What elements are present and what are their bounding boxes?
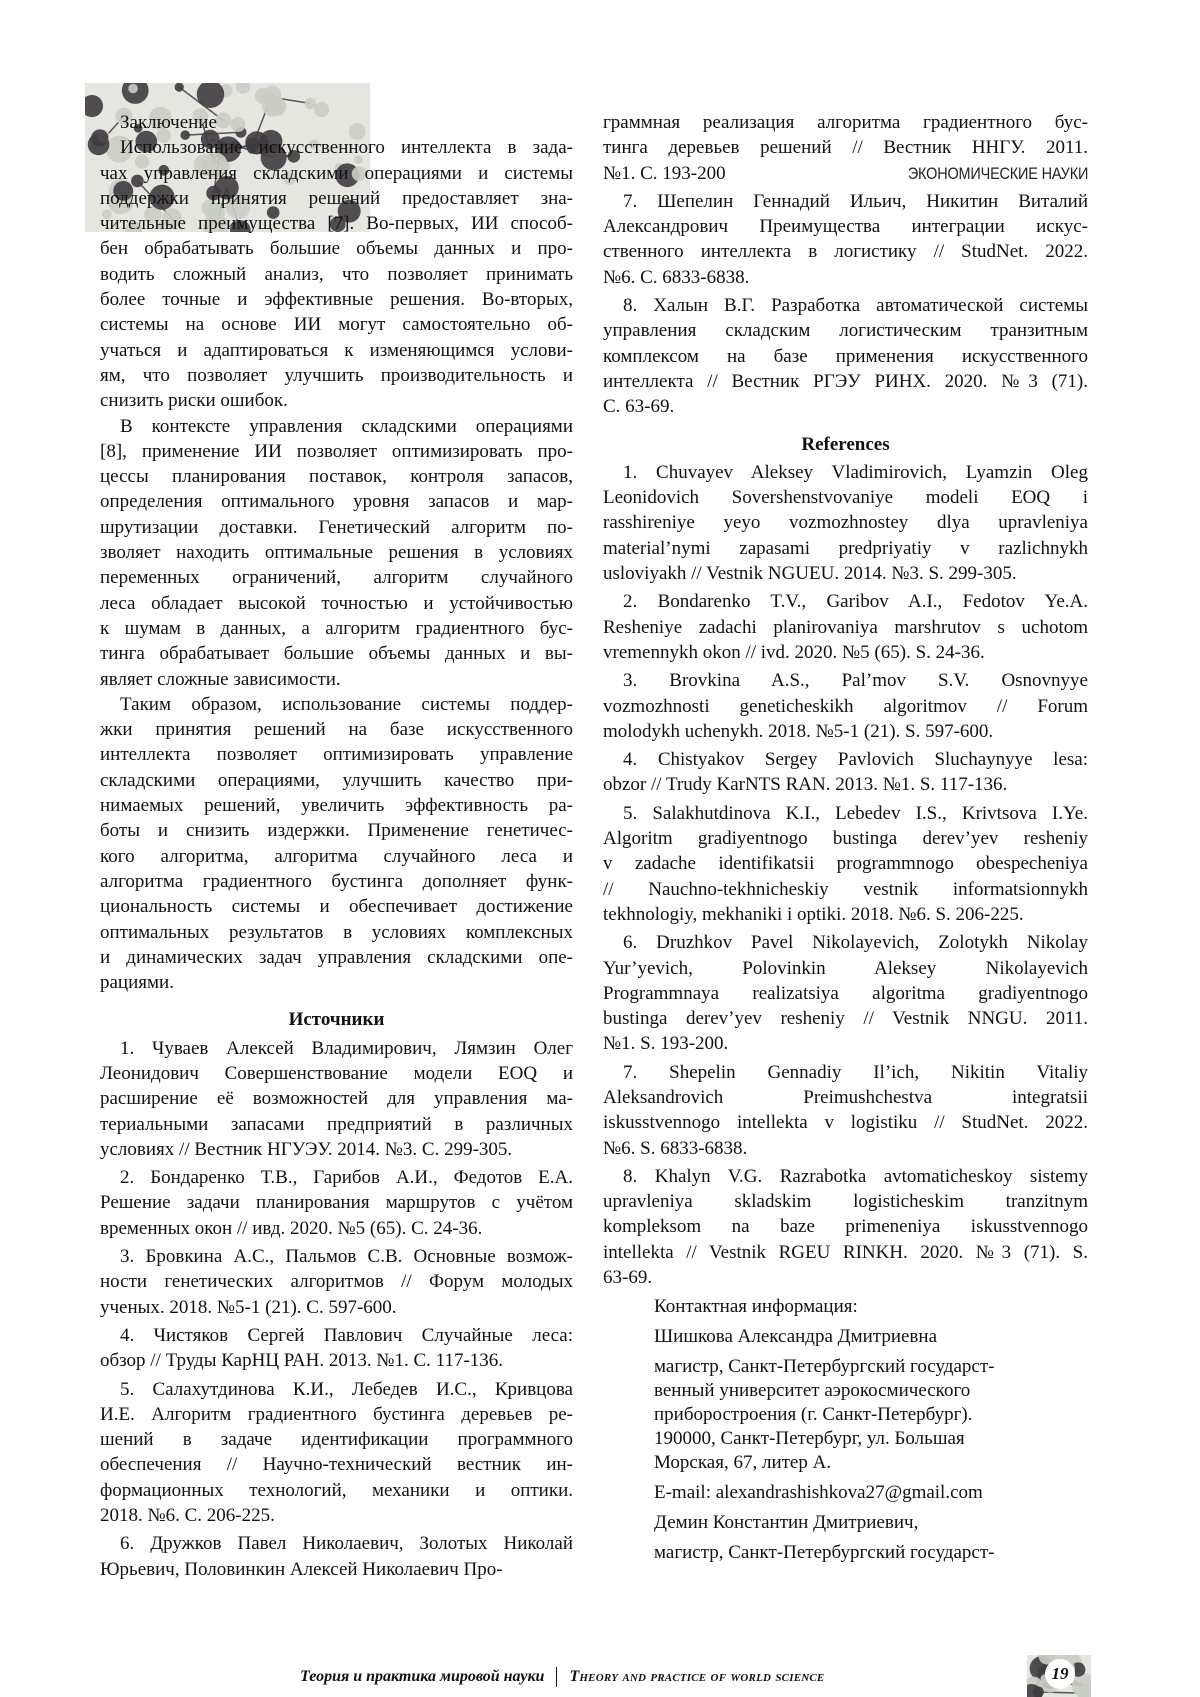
text-line: рациями. [100, 970, 573, 995]
section-title: ЭКОНОМИЧЕСКИЕ НАУКИ [908, 164, 1088, 184]
reference-item [603, 801, 1088, 927]
text-line: 1. Chuvayev Aleksey Vladimirovich, Lyamzin Oleg [603, 460, 1088, 485]
text-line: Александрович Преимущества интеграции искус- [603, 214, 1088, 239]
text-line: интеллекта позволяет оптимизировать управление [100, 742, 573, 767]
text-line: териальными запасами предприятий в различных [100, 1112, 573, 1137]
source-item [100, 1531, 573, 1582]
text-line: к шумам в данных, а алгоритм градиентного бус- [100, 616, 573, 641]
paragraph [100, 692, 573, 996]
text-line: формационных технологий, механики и оптики. [100, 1478, 573, 1503]
text-line: чительные преимущества [7]. Во-первых, ИИ способ- [100, 211, 573, 236]
text-line: 5. Салахутдинова К.И., Лебедев И.С., Кривцова [100, 1377, 573, 1402]
text-line: определения оптимального уровня запасов и мар- [100, 489, 573, 514]
text-line: iskusstvennogo intellekta v logistiku // StudNet. 2022. [603, 1110, 1088, 1135]
text-line: 6. Дружков Павел Николаевич, Золотых Николай [100, 1531, 573, 1556]
conclusion-heading: Заключение [100, 110, 573, 135]
text-line: obzor // Trudy KarNTS RAN. 2013. №1. S. 117-136. [603, 772, 1088, 797]
source-item [603, 189, 1088, 290]
sources-list-continued [603, 110, 1088, 420]
journal-title-ru: Теория и практика мировой науки [300, 1668, 544, 1686]
reference-item [603, 1060, 1088, 1161]
author1-affiliation [654, 1355, 1094, 1475]
text-line: Юрьевич, Половинкин Алексей Николаевич Про- [100, 1557, 573, 1582]
reference-item [603, 747, 1088, 798]
references-heading: References [603, 432, 1088, 457]
reference-item [603, 668, 1088, 744]
author2-affiliation [654, 1541, 1094, 1565]
text-line: Леонидович Совершенствование модели EOQ и [100, 1061, 573, 1086]
text-line: учаться и адаптироваться к изменяющимся услови- [100, 338, 573, 363]
text-line: временных окон // ивд. 2020. №5 (65). С. 24-36. [100, 1216, 573, 1241]
text-line: ности генетических алгоритмов // Форум молодых [100, 1269, 573, 1294]
text-line: Решение задачи планирования маршрутов с учётом [100, 1190, 573, 1215]
journal-title-en: Theory and practice of world science [569, 1668, 824, 1686]
text-line: 1. Чуваев Алексей Владимирович, Лямзин Олег [100, 1036, 573, 1061]
text-line: №6. S. 6833-6838. [603, 1136, 1088, 1161]
references-list [603, 460, 1088, 1291]
text-line: тинга обрабатывает большие объемы данных и вы- [100, 641, 573, 666]
text-line: rasshireniye yeyo vozmozhnostey dlya upravleniya [603, 510, 1088, 535]
text-line: ученых. 2018. №5-1 (21). С. 597-600. [100, 1295, 573, 1320]
text-line: 3. Бровкина А.С., Пальмов С.В. Основные возмож- [100, 1244, 573, 1269]
reference-item [603, 460, 1088, 586]
reference-item [603, 930, 1088, 1056]
source-item [100, 1377, 573, 1529]
text-line: molodykh uchenykh. 2018. №5-1 (21). S. 597-600. [603, 719, 1088, 744]
text-line: [8], применение ИИ позволяет оптимизировать про- [100, 439, 573, 464]
text-line: расширение её возможностей для управления ма- [100, 1086, 573, 1111]
text-line: шений в задаче идентификации программного [100, 1427, 573, 1452]
text-line: v zadache identifikatsii programmnogo obespecheniya [603, 851, 1088, 876]
text-line: bustinga derev’yev resheniy // Vestnik NNGU. 2011. [603, 1006, 1088, 1031]
text-line: условиях // Вестник НГУЭУ. 2014. №3. С. 299-305. [100, 1137, 573, 1162]
page-number: 19 [1045, 1659, 1075, 1689]
text-line: 3. Brovkina A.S., Pal’mov S.V. Osnovnyye [603, 668, 1088, 693]
reference-item [603, 589, 1088, 665]
text-line: Algoritm gradiyentnogo bustinga derev’yev resheniy [603, 826, 1088, 851]
text-line: кого алгоритма, алгоритма случайного леса и [100, 844, 573, 869]
text-line: циональность системы и обеспечивает достижение [100, 894, 573, 919]
text-line: являет сложные зависимости. [100, 667, 573, 692]
reference-item [603, 1164, 1088, 1290]
text-line: более точные и эффективные решения. Во-вторых, [100, 287, 573, 312]
text-line: и динамических задач управления складскими опе- [100, 945, 573, 970]
text-line: 4. Чистяков Сергей Павлович Случайные леса: [100, 1323, 573, 1348]
text-line: material’nymi zapasami predpriyatiy v razlichnykh [603, 536, 1088, 561]
text-line: 2. Bondarenko T.V., Garibov A.I., Fedotov Ye.A. [603, 589, 1088, 614]
text-line: ственного интеллекта в логистику // StudNet. 2022. [603, 239, 1088, 264]
text-line: тинга деревьев решений // Вестник ННГУ. 2011. [603, 135, 1088, 160]
text-line: intellekta // Vestnik RGEU RINKH. 2020. №3 (71). S. [603, 1240, 1088, 1265]
text-line: комплексом на базе применения искусственного [603, 344, 1088, 369]
text-line: №1. С. 193-200 [603, 161, 1088, 186]
text-line: tekhnologiy, mekhaniki i optiki. 2018. №6. S. 206-225. [603, 902, 1088, 927]
source-item [100, 1244, 573, 1320]
text-line: 4. Chistyakov Sergey Pavlovich Sluchaynyye lesa: [603, 747, 1088, 772]
text-line: складскими операциями, улучшить качество при- [100, 768, 573, 793]
text-line: нимаемых решений, увеличить эффективность ра- [100, 793, 573, 818]
contact-label: Контактная информация: [654, 1295, 1094, 1319]
text-line: 2. Бондаренко Т.В., Гарибов А.И., Федотов Е.А. [100, 1165, 573, 1190]
text-line: граммная реализация алгоритма градиентного бус- [603, 110, 1088, 135]
text-line: kompleksom na baze primeneniya iskusstvennogo [603, 1214, 1088, 1239]
sources-list [100, 1036, 573, 1582]
text-line: 7. Шепелин Геннадий Ильич, Никитин Виталий [603, 189, 1088, 214]
text-line: водить сложный анализ, что позволяет принимать [100, 262, 573, 287]
source-item [603, 293, 1088, 419]
text-line: 8. Халын В.Г. Разработка автоматической системы [603, 293, 1088, 318]
text-line: управления складским логистическим транзитным [603, 318, 1088, 343]
text-line: леса обладает высокой точностью и устойчивостью [100, 591, 573, 616]
text-line: №6. С. 6833-6838. [603, 265, 1088, 290]
text-line: upravleniya skladskim logisticheskim tranzitnym [603, 1189, 1088, 1214]
text-line: бен обрабатывать большие объемы данных и про- [100, 236, 573, 261]
sources-heading: Источники [100, 1007, 573, 1032]
conclusion-body [100, 135, 573, 995]
paragraph [100, 414, 573, 692]
text-line: // Nauchno-tekhnicheskiy vestnik informatsionnykh [603, 877, 1088, 902]
text-line: В контексте управления складскими операциями [100, 414, 573, 439]
text-line: 2018. №6. С. 206-225. [100, 1503, 573, 1528]
text-line: жки принятия решений на базе искусственного [100, 717, 573, 742]
text-line: переменных ограничений, алгоритм случайного [100, 565, 573, 590]
text-line: 190000, Санкт-Петербург, ул. Большая [654, 1427, 1094, 1451]
footer-divider [556, 1667, 557, 1687]
text-line: Aleksandrovich Preimushchestva integratsii [603, 1085, 1088, 1110]
text-line: vozmozhnosti geneticheskikh algoritmov // Forum [603, 694, 1088, 719]
source-item [100, 1036, 573, 1162]
text-line: интеллекта // Вестник РГЭУ РИНХ. 2020. №3 (71). [603, 369, 1088, 394]
text-line: шрутизации доставки. Генетический алгоритм по- [100, 515, 573, 540]
text-line: снизить риски ошибок. [100, 388, 573, 413]
text-line: алгоритма градиентного бустинга дополняет функ- [100, 869, 573, 894]
text-line: магистр, Санкт-Петербургский государст- [654, 1541, 1094, 1565]
right-column [603, 110, 1088, 1293]
text-line: Yur’yevich, Polovinkin Aleksey Nikolayevich [603, 956, 1088, 981]
paragraph [100, 135, 573, 413]
text-line: usloviyakh // Vestnik NGUEU. 2014. №3. S. 299-305. [603, 561, 1088, 586]
text-line: обзор // Труды КарНЦ РАН. 2013. №1. С. 117-136. [100, 1348, 573, 1373]
text-line: №1. S. 193-200. [603, 1031, 1088, 1056]
text-line: ям, что позволяет улучшить производительность и [100, 363, 573, 388]
text-line: оптимальных результатов в условиях комплексных [100, 920, 573, 945]
source-item [603, 110, 1088, 186]
text-line: vremennykh okon // ivd. 2020. №5 (65). S. 24-36. [603, 640, 1088, 665]
text-line: Programmnaya realizatsiya algoritma gradiyentnogo [603, 981, 1088, 1006]
text-line: 5. Salakhutdinova K.I., Lebedev I.S., Krivtsova I.Ye. [603, 801, 1088, 826]
text-line: цессы планирования поставок, контроля запасов, [100, 464, 573, 489]
footer [300, 1667, 930, 1687]
text-line: 7. Shepelin Gennadiy Il’ich, Nikitin Vitaliy [603, 1060, 1088, 1085]
text-line: обеспечения // Научно-технический вестник ин- [100, 1452, 573, 1477]
text-line: Морская, 67, литер А. [654, 1451, 1094, 1475]
text-line: С. 63-69. [603, 394, 1088, 419]
text-line: И.Е. Алгоритм градиентного бустинга деревьев ре- [100, 1402, 573, 1427]
page-number-badge [1027, 1655, 1091, 1697]
text-line: 8. Khalyn V.G. Razrabotka avtomaticheskoy sistemy [603, 1164, 1088, 1189]
source-item [100, 1165, 573, 1241]
text-line: венный университет аэрокосмического [654, 1379, 1094, 1403]
text-line: поддержки принятия решений предоставляет зна- [100, 186, 573, 211]
text-line: Таким образом, использование системы поддер- [100, 692, 573, 717]
text-line: магистр, Санкт-Петербургский государст- [654, 1355, 1094, 1379]
text-line: 63-69. [603, 1265, 1088, 1290]
contact-info [654, 1295, 1094, 1571]
text-line: Resheniye zadachi planirovaniya marshrutov s uchotom [603, 615, 1088, 640]
text-line: Leonidovich Sovershenstvovaniye modeli EOQ i [603, 485, 1088, 510]
text-line: зволяет находить оптимальные решения в условиях [100, 540, 573, 565]
text-line: системы на основе ИИ могут самостоятельно об- [100, 312, 573, 337]
author1-name: Шишкова Александра Дмитриевна [654, 1325, 1094, 1349]
text-line: 6. Druzhkov Pavel Nikolayevich, Zolotykh Nikolay [603, 930, 1088, 955]
left-column [100, 110, 573, 1585]
source-item [100, 1323, 573, 1374]
author2-name: Демин Константин Дмитриевич, [654, 1511, 1094, 1535]
author1-email[interactable]: E-mail: alexandrashishkova27@gmail.com [654, 1481, 1094, 1505]
text-line: чах управления складскими операциями и системы [100, 161, 573, 186]
text-line: Использование искусственного интеллекта в зада- [100, 135, 573, 160]
text-line: боты и снизить издержки. Применение генетичес- [100, 818, 573, 843]
text-line: приборостроения (г. Санкт-Петербург). [654, 1403, 1094, 1427]
